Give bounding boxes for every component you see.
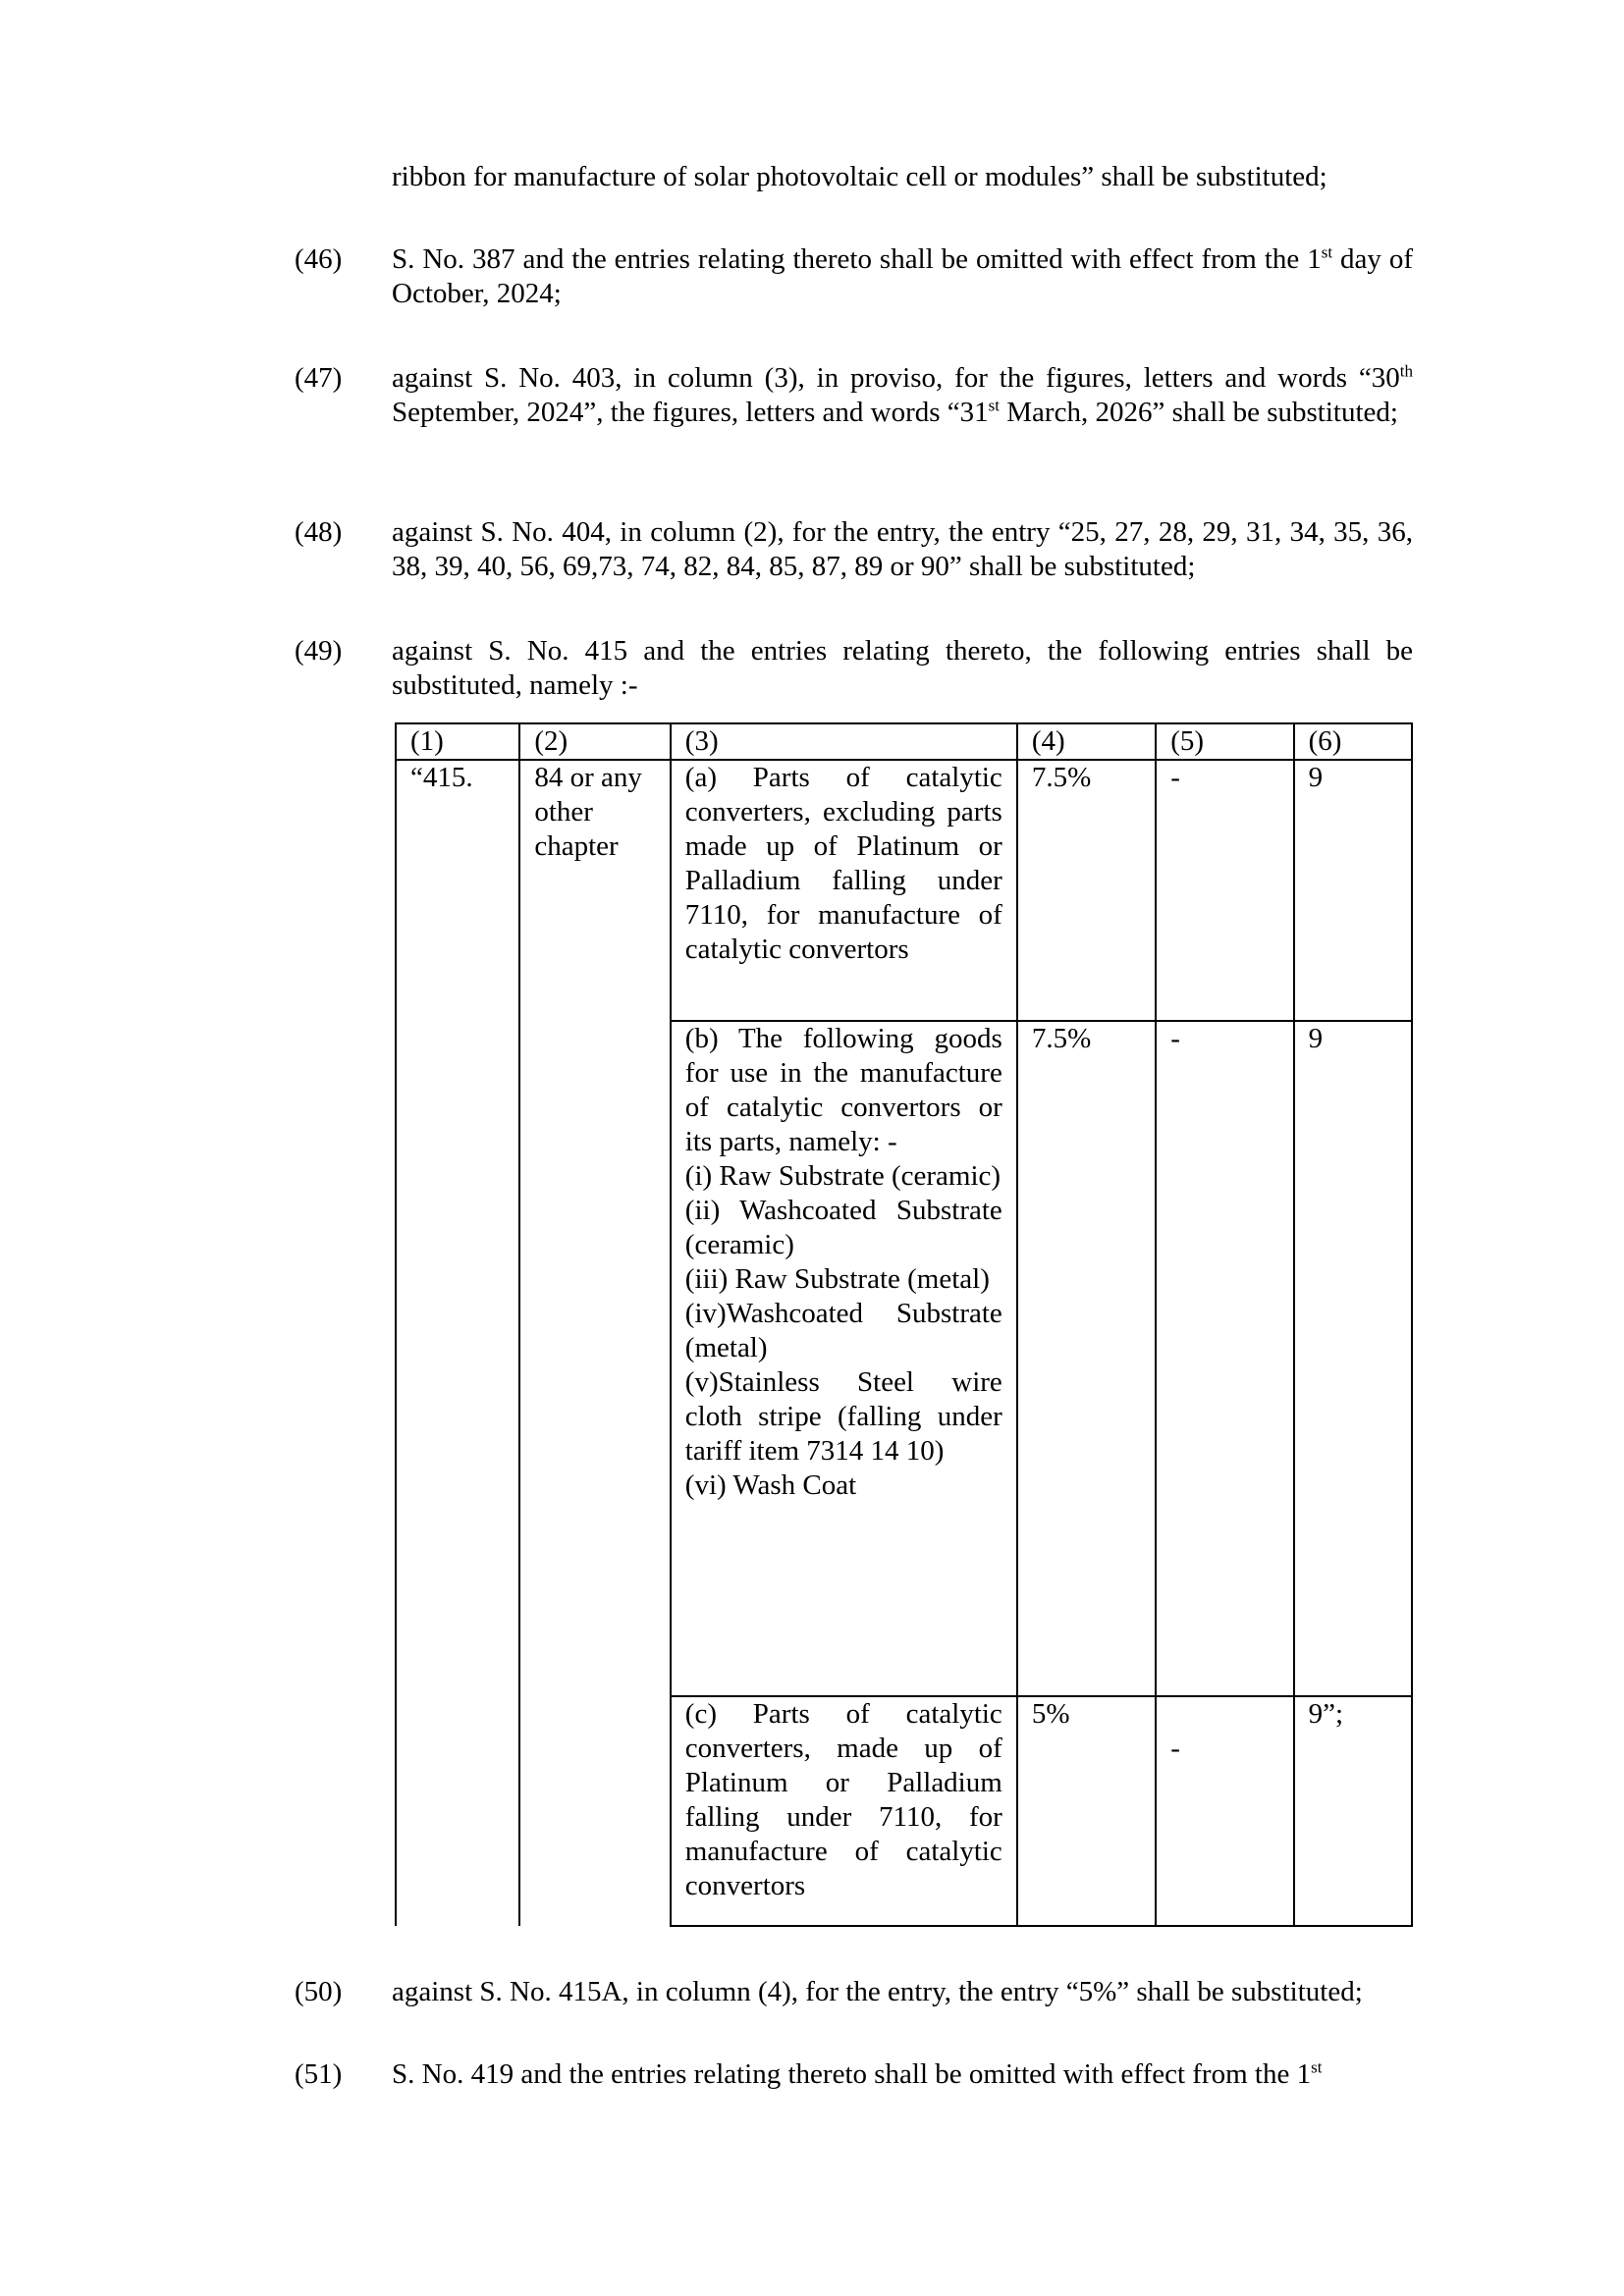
item-number: (51) — [295, 2058, 343, 2090]
ordinal-suffix: st — [988, 396, 1001, 415]
ordinal-suffix: st — [1311, 2057, 1323, 2077]
description-text: (a) Parts of catalytic converters, excluding parts made up of Platinum or Palladium falling under 7110, for manufacture of catalytic convertors — [684, 762, 1002, 965]
rate-cell: 7.5% — [1017, 1021, 1156, 1696]
rate-cell: 5% — [1017, 1696, 1156, 1926]
goods-item: (ii) Washcoated Substrate (ceramic) — [684, 1195, 1002, 1260]
item-text: against S. No. 404, in column (2), for the entry, the entry “25, 27, 28, 29, 31, 34, 35, 36, 38, 39, 40, 56, 69,73, 74, 82, 84, 85, 87, 89 or 90” shall be substituted; — [392, 516, 1413, 582]
item-text — [392, 2057, 1413, 2092]
column-header: (6) — [1294, 723, 1412, 760]
item-text-part: March, 2026” shall be substituted; — [1000, 397, 1398, 428]
item-text: against S. No. 415A, in column (4), for the entry, the entry “5%” shall be substituted; — [392, 1976, 1363, 2007]
goods-item: (v)Stainless Steel wire cloth stripe (falling under tariff item 7314 14 10) — [684, 1366, 1002, 1467]
condition-cell: 9”; — [1294, 1696, 1412, 1926]
chapter-text: 84 or any other chapter — [534, 762, 642, 862]
column-header: (4) — [1017, 723, 1156, 760]
col5-cell: - — [1156, 1021, 1293, 1696]
rate-cell: 7.5% — [1017, 760, 1156, 1021]
column-header: (1) — [396, 723, 519, 760]
description-cell — [671, 1696, 1017, 1926]
serial-number: “415. — [410, 762, 473, 793]
serial-number-cell — [396, 760, 519, 1926]
col5-cell: - — [1156, 760, 1293, 1021]
description-intro: (b) The following goods for use in the manufacture of catalytic convertors or its parts, namely: - — [684, 1023, 1002, 1157]
item-text: against S. No. 415 and the entries relating thereto, the following entries shall be substituted, namely :- — [392, 635, 1413, 701]
column-header: (3) — [671, 723, 1017, 760]
item-text-part: S. No. 387 and the entries relating thereto shall be omitted with effect from the 1 — [392, 243, 1322, 275]
condition-cell: 9 — [1294, 1021, 1412, 1696]
column-header: (5) — [1156, 723, 1293, 760]
item-number: (49) — [295, 635, 343, 667]
description-cell — [671, 1021, 1017, 1696]
item-text — [392, 242, 1413, 311]
goods-item: (i) Raw Substrate (ceramic) — [684, 1160, 1001, 1192]
description-text: (c) Parts of catalytic converters, made up of Platinum or Palladium falling under 7110, for manufacture of catalytic convertors — [684, 1698, 1002, 1901]
item-number: (47) — [295, 362, 343, 394]
item-number: (48) — [295, 516, 343, 548]
item-text-part: S. No. 419 and the entries relating thereto shall be omitted with effect from the 1 — [392, 2058, 1312, 2090]
item-number: (50) — [295, 1976, 343, 2007]
condition-cell: 9 — [1294, 760, 1412, 1021]
entries-table — [395, 722, 1413, 1927]
col5-cell: - — [1156, 1696, 1293, 1926]
item-text-part: day of October, 2024; — [392, 243, 1413, 309]
continuation-text: ribbon for manufacture of solar photovoltaic cell or modules” shall be substituted; — [392, 161, 1327, 192]
column-header: (2) — [519, 723, 670, 760]
goods-item: (vi) Wash Coat — [684, 1469, 857, 1501]
item-text-part: September, 2024”, the figures, letters and words “31 — [392, 397, 989, 428]
description-cell — [671, 760, 1017, 1021]
goods-item: (iii) Raw Substrate (metal) — [684, 1263, 990, 1295]
goods-item: (iv)Washcoated Substrate (metal) — [684, 1298, 1002, 1363]
ordinal-suffix: st — [1321, 242, 1333, 262]
table-header-row — [396, 723, 1412, 760]
item-text-part: against S. No. 403, in column (3), in proviso, for the figures, letters and words “30 — [392, 362, 1400, 394]
item-text — [392, 361, 1413, 430]
table-row — [396, 760, 1412, 1021]
ordinal-suffix: th — [1399, 361, 1413, 381]
chapter-cell — [519, 760, 670, 1926]
item-number: (46) — [295, 243, 343, 275]
